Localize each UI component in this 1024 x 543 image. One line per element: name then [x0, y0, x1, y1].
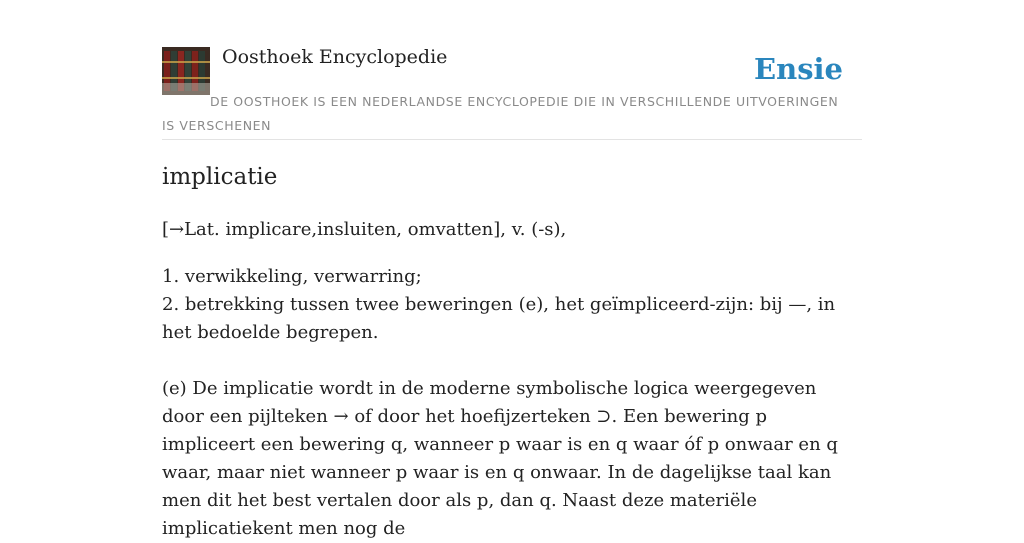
article-etymology: [→Lat. implicare,insluiten, omvatten], v. (-s),: [162, 219, 567, 240]
page: [162, 0, 862, 539]
article-explanation: (e) De implicatie wordt in de moderne symbolische logica weergegeven door een pijlteken → of door het hoefijzerteken ⊃. Een bewering p impliceert een bewering q, wanneer p waar is en q waar óf p onwaar en q waar, maar niet wanneer p waar is en q onwaar. In de dagelijkse taal kan men dit het best vertalen door als p, dan q. Naast deze materiële implicatiekent men nog de: [162, 378, 838, 539]
article-definitions: [162, 263, 862, 347]
definition-2: 2. betrekking tussen twee beweringen (e), het geïmpliceerd-zijn: bij —, in het bedoelde begrepen.: [162, 294, 836, 343]
encyclopedia-avatar[interactable]: [162, 47, 210, 95]
book-spines-icon: [162, 47, 210, 95]
ensie-logo-link[interactable]: Ensie: [754, 52, 843, 86]
article-title: implicatie: [162, 164, 278, 190]
site-tagline: DE OOSTHOEK IS EEN NEDERLANDSE ENCYCLOPEDIE DIE IN VERSCHILLENDE UITVOERINGEN IS VERSCHENEN: [162, 94, 839, 133]
definition-1: 1. verwikkeling, verwarring;: [162, 266, 422, 287]
site-title[interactable]: Oosthoek Encyclopedie: [222, 46, 448, 68]
site-header: [162, 0, 862, 140]
